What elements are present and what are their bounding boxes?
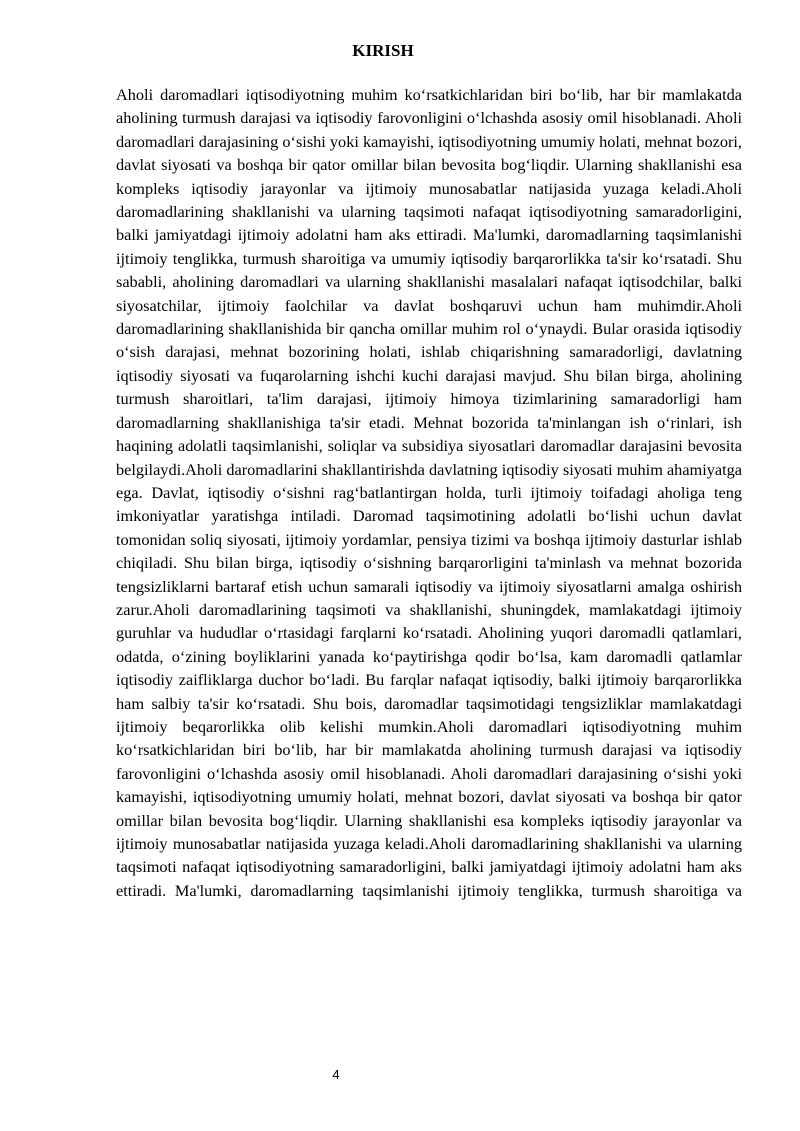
page-title: KIRISH: [352, 41, 414, 60]
body-paragraph: Aholi daromadlari iqtisodiyotning muhim ko‘rsatkichlaridan biri bo‘lib, har bir mamlakatda aholining turmush darajasi va iqtisodiy farovonligini o‘lchashda asosiy omil hisoblanadi. Aholi daromadlari darajasining o‘sishi yoki kamayishi, iqtisodiyotning umumiy holati, mehnat bozori, davlat siyosati va boshqa bir qator omillar bilan bevosita bog‘liqdir. Ularning shakllanishi esa kompleks iqtisodiy jarayonlar va ijtimoiy munosabatlar natijasida yuzaga keladi.Aholi daromadlarining shakllanishi va ularning taqsimoti nafaqat iqtisodiyotning samaradorligini, balki jamiyatdagi ijtimoiy adolatni ham aks ettiradi. Ma'lumki, daromadlarning taqsimlanishi ijtimoiy tenglikka, turmush sharoitiga va umumiy iqtisodiy barqarorlikka ta'sir ko‘rsatadi. Shu sababli, aholining daromadlari va ularning shakllanishi masalalari nafaqat iqtisodchilar, balki siyosatchilar, ijtimoiy faolchilar va davlat boshqaruvi uchun ham muhimdir.Aholi daromadlarining shakllanishida bir qancha omillar muhim rol o‘ynaydi. Bular orasida iqtisodiy o‘sish darajasi, mehnat bozorining holati, ishlab chiqarishning samaradorligi, davlatning iqtisodiy siyosati va fuqarolarning ishchi kuchi darajasi mavjud. Shu bilan birga, aholining turmush sharoitlari, ta'lim darajasi, ijtimoiy himoya tizimlarining samaradorligi ham daromadlarning shakllanishiga ta'sir etadi. Mehnat bozorida ta'minlangan ish o‘rinlari, ish haqining adolatli taqsimlanishi, soliqlar va subsidiya siyosatlari daromadlar darajasini bevosita belgilaydi.Aholi daromadlarini shakllantirishda davlatning iqtisodiy siyosati muhim ahamiyatga ega. Davlat, iqtisodiy o‘sishni rag‘batlantirgan holda, turli ijtimoiy toifadagi aholiga teng imkoniyatlar yaratishga intiladi. Daromad taqsimotining adolatli bo‘lishi uchun davlat tomonidan soliq siyosati, ijtimoiy yordamlar, pensiya tizimi va boshqa ijtimoiy dasturlar ishlab chiqiladi. Shu bilan birga, iqtisodiy o‘sishning barqarorligini ta'minlash va mehnat bozorida tengsizliklarni bartaraf etish uchun samarali iqtisodiy va ijtimoiy siyosatlarni amalga oshirish zarur.Aholi daromadlarining taqsimoti va shakllanishi, shuningdek, mamlakatdagi ijtimoiy guruhlar va hududlar o‘rtasidagi farqlarni ko‘rsatadi. Aholining yuqori daromadli qatlamlari, odatda, o‘zining boyliklarini yanada ko‘paytirishga qodir bo‘lsa, kam daromadli qatlamlar iqtisodiy zaifliklarga duchor bo‘ladi. Bu farqlar nafaqat iqtisodiy, balki ijtimoiy barqarorlikka ham salbiy ta'sir ko‘rsatadi. Shu bois, daromadlar taqsimotidagi tengsizliklar mamlakatdagi ijtimoiy beqarorlikka olib kelishi mumkin.Aholi daromadlari iqtisodiyotning muhim ko‘rsatkichlaridan biri bo‘lib, har bir mamlakatda aholining turmush darajasi va iqtisodiy farovonligini o‘lchashda asosiy omil hisoblanadi. Aholi daromadlari darajasining o‘sishi yoki kamayishi, iqtisodiyotning umumiy holati, mehnat bozori, davlat siyosati va boshqa bir qator omillar bilan bevosita bog‘liqdir. Ularning shakllanishi esa kompleks iqtisodiy jarayonlar va ijtimoiy munosabatlar natijasida yuzaga keladi.Aholi daromadlarining shakllanishi va ularning taqsimoti nafaqat iqtisodiyotning samaradorligini, balki jamiyatdagi ijtimoiy adolatni ham aks ettiradi. Ma'lumki, daromadlarning taqsimlanishi ijtimoiy tenglikka, turmush sharoitiga va: [116, 85, 742, 900]
page-number: 4: [332, 1067, 340, 1082]
